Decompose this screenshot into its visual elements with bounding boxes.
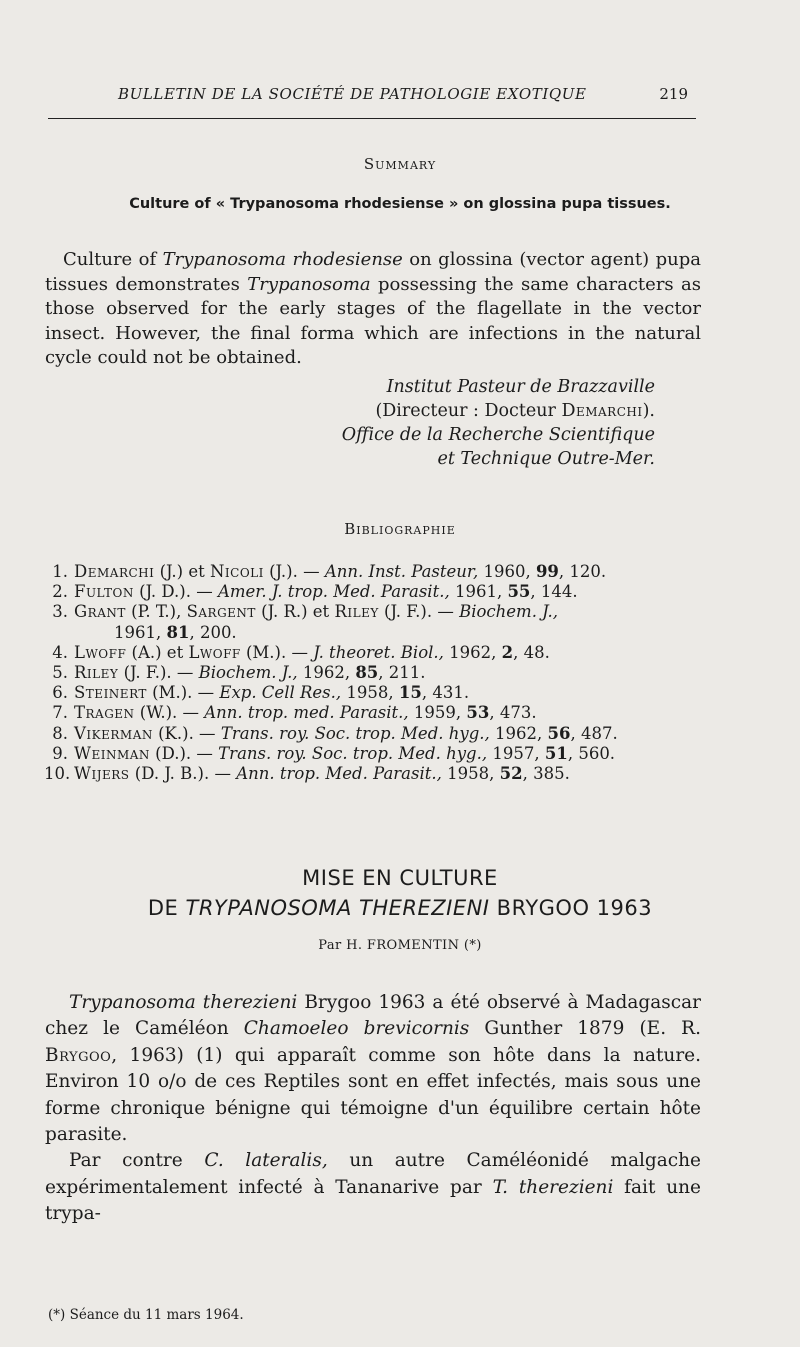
reference-item: 7. Tragen (W.). — Ann. trop. med. Parasit., 1959, 53, 473. bbox=[52, 703, 537, 723]
reference-item: 6. Steinert (M.). — Exp. Cell Res., 1958, 15, 431. bbox=[52, 683, 470, 703]
running-header bbox=[48, 82, 696, 119]
page-number: 219 bbox=[659, 85, 688, 103]
author-byline: Par H. FROMENTIN (*) bbox=[318, 938, 482, 953]
summary-subtitle: Culture of « Trypanosoma rhodesiense » on glossina pupa tissues. bbox=[129, 196, 671, 212]
affiliation-line: Institut Pasteur de Brazzaville bbox=[386, 377, 655, 397]
affiliation bbox=[0, 375, 655, 471]
summary-paragraph: Culture of Trypanosoma rhodesiense on glossina (vector agent) pupa tissues demonstrates Trypanosoma possessing the same characters as those observed for the early stages of the flagellate in the vector insect. However, the final forma which are infections in the natural cycle could not be obtained. bbox=[45, 249, 701, 368]
article-body bbox=[45, 990, 701, 1228]
body-paragraph: Trypanosoma therezieni Brygoo 1963 a été observé à Madagascar chez le Caméléon Chamoeleo brevicornis Gunther 1879 (E. R. Brygoo, 1963) (1) qui apparaît comme son hôte dans la nature. Environ 10 o/o de ces Reptiles sont en effet infectés, mais sous une forme chronique bénigne qui témoigne d'un équilibre certain hôte parasite. bbox=[45, 992, 701, 1146]
footnote: (*) Séance du 11 mars 1964. bbox=[48, 1307, 244, 1323]
reference-item: 9. Weinman (D.). — Trans. roy. Soc. trop. Med. hyg., 1957, 51, 560. bbox=[52, 743, 616, 763]
reference-item: 4. Lwoff (A.) et Lwoff (M.). — J. theoret. Biol., 1962, 2, 48. bbox=[52, 642, 550, 662]
affiliation-line: et Technique Outre-Mer. bbox=[437, 449, 655, 469]
article-title bbox=[0, 863, 800, 923]
body-paragraph: Par contre C. lateralis, un autre Caméléonidé malgache expérimentalement infecté à Tananarive par T. therezieni fait une trypa- bbox=[45, 1150, 701, 1225]
affiliation-line: Office de la Recherche Scientifique bbox=[341, 425, 655, 445]
reference-item: 8. Vikerman (K.). — Trans. roy. Soc. trop. Med. hyg., 1962, 56, 487. bbox=[52, 723, 618, 743]
reference-item: 10. Wijers (D. J. B.). — Ann. trop. Med. Parasit., 1958, 52, 385. bbox=[44, 764, 570, 784]
affiliation-director: (Directeur : Docteur Demarchi). bbox=[375, 401, 655, 421]
article-title-line: DE TRYPANOSOMA THEREZIENI BRYGOO 1963 bbox=[147, 896, 653, 920]
bibliography-heading: Bibliographie bbox=[344, 520, 456, 538]
summary-heading: Summary bbox=[363, 155, 437, 173]
reference-item: 3. Grant (P. T.), Sargent (J. R.) et Riley (J. F.). — Biochem. J., 1961, 81, 200. bbox=[52, 602, 559, 642]
reference-item: 2. Fulton (J. D.). — Amer. J. trop. Med. Parasit., 1961, 55, 144. bbox=[52, 582, 578, 602]
reference-item: 1. Demarchi (J.) et Nicoli (J.). — Ann. Inst. Pasteur, 1960, 99, 120. bbox=[52, 562, 607, 581]
article-title-line: MISE EN CULTURE bbox=[302, 866, 498, 890]
journal-title: BULLETIN DE LA SOCIÉTÉ DE PATHOLOGIE EXOTIQUE bbox=[118, 85, 587, 103]
reference-item: 5. Riley (J. F.). — Biochem. J., 1962, 85, 211. bbox=[52, 663, 426, 683]
reference-list bbox=[44, 562, 724, 784]
